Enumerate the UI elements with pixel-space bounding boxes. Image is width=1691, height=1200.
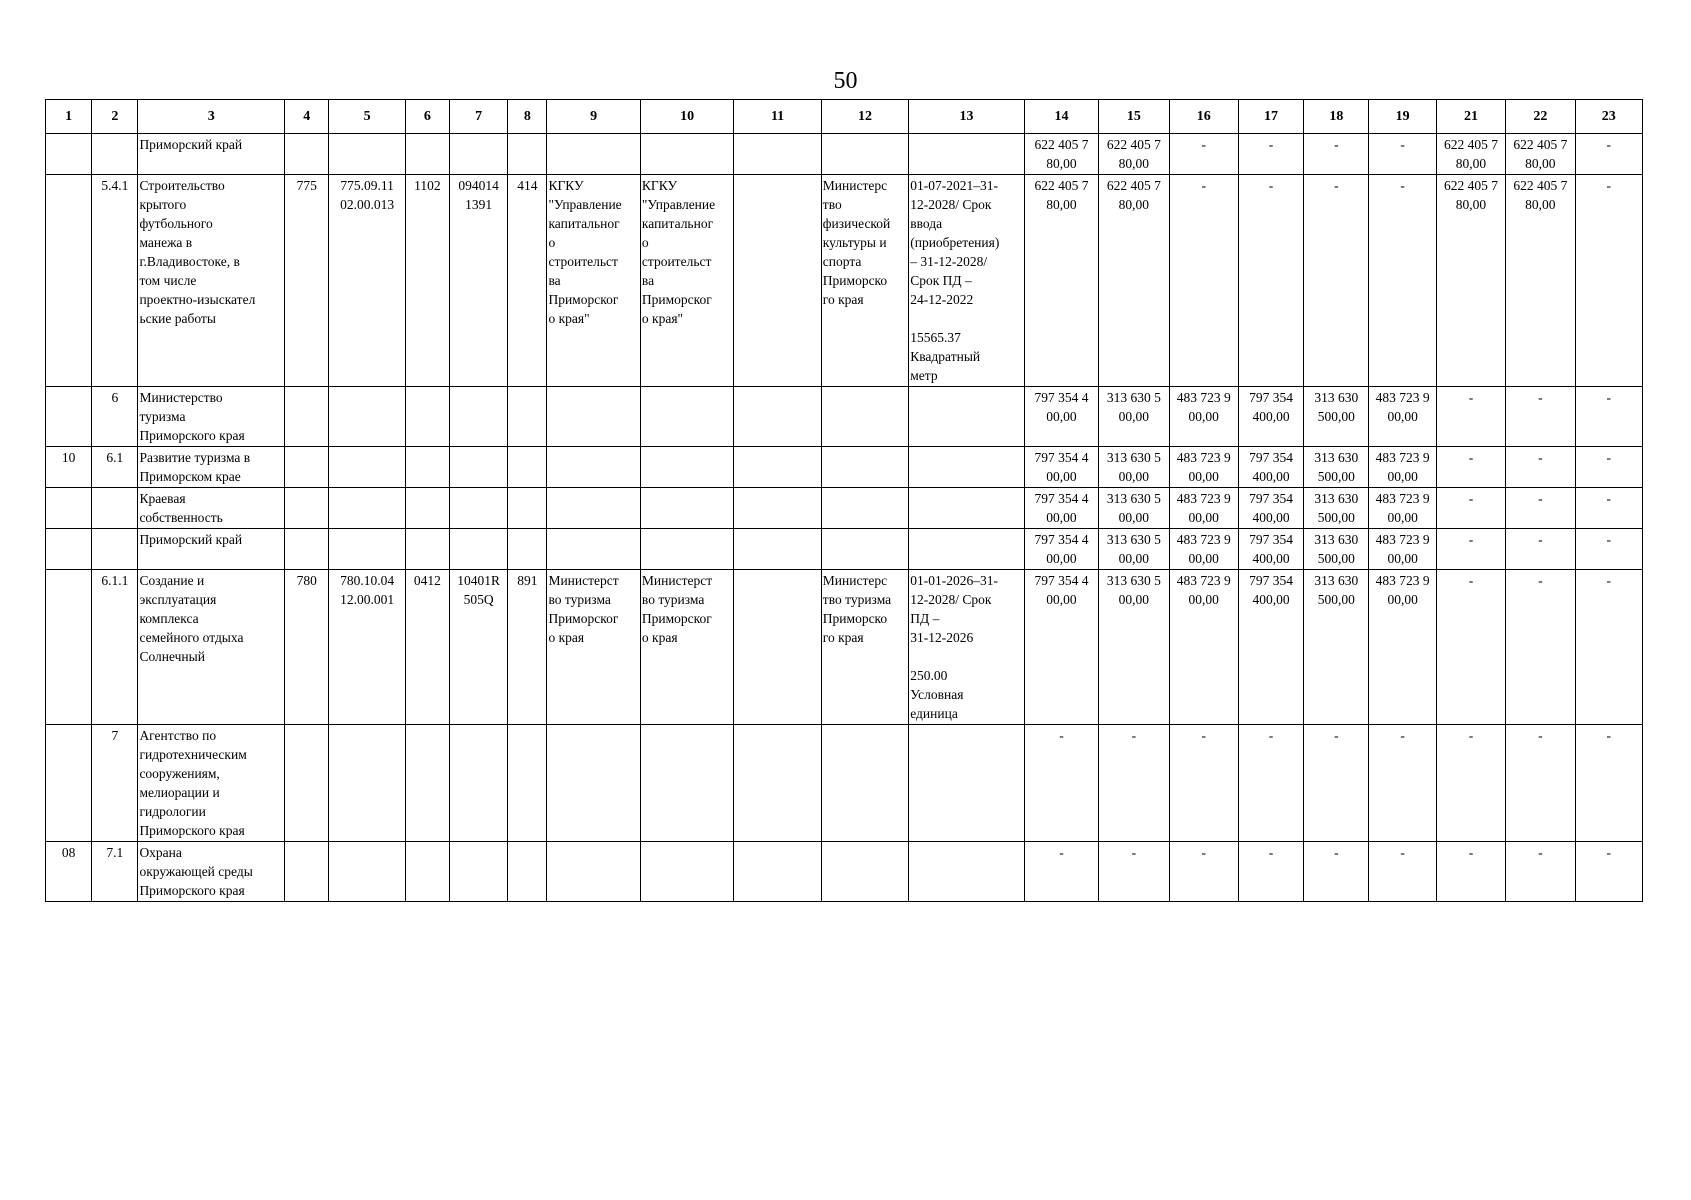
cell-col-8: 891 [508, 570, 547, 725]
cell-col-11 [734, 842, 821, 902]
cell-col-9 [547, 529, 640, 570]
column-header: 19 [1369, 100, 1436, 134]
cell-col-22: 622 405 7 80,00 [1506, 175, 1575, 387]
column-header: 1 [46, 100, 92, 134]
column-header: 12 [821, 100, 908, 134]
cell-col-22: - [1506, 387, 1575, 447]
cell-col-5 [329, 529, 405, 570]
cell-col-11 [734, 175, 821, 387]
cell-col-17: 797 354 400,00 [1238, 488, 1303, 529]
table-body [46, 134, 1643, 902]
cell-col-16: 483 723 9 00,00 [1169, 570, 1238, 725]
cell-col-15: 622 405 7 80,00 [1099, 134, 1169, 175]
cell-col-1 [46, 387, 92, 447]
cell-col-19: 483 723 9 00,00 [1369, 447, 1436, 488]
table-row [46, 447, 1643, 488]
cell-col-5: 780.10.04 12.00.001 [329, 570, 405, 725]
cell-col-1 [46, 529, 92, 570]
cell-col-5 [329, 387, 405, 447]
cell-col-13 [909, 842, 1025, 902]
cell-col-3: Агентство по гидротехническим сооружениям, мелиорации и гидрологии Приморского края [138, 725, 285, 842]
cell-col-17: 797 354 400,00 [1238, 529, 1303, 570]
cell-col-19: 483 723 9 00,00 [1369, 387, 1436, 447]
cell-col-12 [821, 725, 908, 842]
column-header: 4 [285, 100, 329, 134]
cell-col-21: - [1436, 725, 1505, 842]
column-header: 21 [1436, 100, 1505, 134]
cell-col-8 [508, 387, 547, 447]
cell-col-18: 313 630 500,00 [1304, 570, 1369, 725]
cell-col-9 [547, 387, 640, 447]
cell-col-2 [92, 134, 138, 175]
cell-col-11 [734, 725, 821, 842]
cell-col-11 [734, 387, 821, 447]
cell-col-14: 797 354 4 00,00 [1024, 447, 1098, 488]
cell-col-5: 775.09.11 02.00.013 [329, 175, 405, 387]
table-row [46, 488, 1643, 529]
cell-col-21: - [1436, 529, 1505, 570]
cell-col-10: КГКУ "Управление капитальног о строительст ва Приморског о края" [640, 175, 733, 387]
cell-col-4 [285, 447, 329, 488]
column-header: 17 [1238, 100, 1303, 134]
cell-col-19: 483 723 9 00,00 [1369, 570, 1436, 725]
cell-col-3: Приморский край [138, 529, 285, 570]
cell-col-22: - [1506, 570, 1575, 725]
cell-col-9 [547, 725, 640, 842]
cell-col-9: Министерст во туризма Приморског о края [547, 570, 640, 725]
cell-col-1 [46, 134, 92, 175]
cell-col-7 [449, 488, 507, 529]
column-header: 10 [640, 100, 733, 134]
cell-col-2: 6.1 [92, 447, 138, 488]
cell-col-10: Министерст во туризма Приморског о края [640, 570, 733, 725]
cell-col-14: 797 354 4 00,00 [1024, 387, 1098, 447]
cell-col-6 [405, 529, 449, 570]
cell-col-8 [508, 134, 547, 175]
cell-col-15: 313 630 5 00,00 [1099, 447, 1169, 488]
cell-col-18: 313 630 500,00 [1304, 488, 1369, 529]
cell-col-17: 797 354 400,00 [1238, 387, 1303, 447]
cell-col-19: 483 723 9 00,00 [1369, 529, 1436, 570]
cell-col-21: 622 405 7 80,00 [1436, 134, 1505, 175]
table-row [46, 842, 1643, 902]
cell-col-1: 08 [46, 842, 92, 902]
table-row [46, 529, 1643, 570]
cell-col-23: - [1575, 570, 1643, 725]
cell-col-14: 622 405 7 80,00 [1024, 175, 1098, 387]
cell-col-10 [640, 387, 733, 447]
cell-col-9 [547, 134, 640, 175]
cell-col-6: 1102 [405, 175, 449, 387]
cell-col-14: 797 354 4 00,00 [1024, 570, 1098, 725]
budget-table [45, 99, 1643, 902]
cell-col-17: - [1238, 725, 1303, 842]
table-row [46, 175, 1643, 387]
cell-col-12 [821, 134, 908, 175]
cell-col-18: - [1304, 725, 1369, 842]
cell-col-13 [909, 488, 1025, 529]
cell-col-13 [909, 387, 1025, 447]
cell-col-3: Приморский край [138, 134, 285, 175]
cell-col-17: 797 354 400,00 [1238, 447, 1303, 488]
cell-col-12 [821, 387, 908, 447]
cell-col-6 [405, 387, 449, 447]
cell-col-23: - [1575, 387, 1643, 447]
cell-col-5 [329, 842, 405, 902]
cell-col-21: - [1436, 488, 1505, 529]
cell-col-7 [449, 447, 507, 488]
cell-col-4 [285, 387, 329, 447]
cell-col-21: - [1436, 447, 1505, 488]
cell-col-10 [640, 447, 733, 488]
table-row [46, 387, 1643, 447]
cell-col-18: 313 630 500,00 [1304, 447, 1369, 488]
cell-col-2 [92, 529, 138, 570]
column-header: 22 [1506, 100, 1575, 134]
table-row [46, 570, 1643, 725]
column-header: 11 [734, 100, 821, 134]
cell-col-4 [285, 134, 329, 175]
cell-col-21: 622 405 7 80,00 [1436, 175, 1505, 387]
cell-col-18: - [1304, 134, 1369, 175]
cell-col-7 [449, 134, 507, 175]
cell-col-12 [821, 842, 908, 902]
cell-col-11 [734, 447, 821, 488]
cell-col-22: - [1506, 488, 1575, 529]
cell-col-15: 313 630 5 00,00 [1099, 387, 1169, 447]
column-header: 6 [405, 100, 449, 134]
cell-col-14: 797 354 4 00,00 [1024, 488, 1098, 529]
table-row [46, 725, 1643, 842]
cell-col-19: - [1369, 725, 1436, 842]
cell-col-6: 0412 [405, 570, 449, 725]
cell-col-9 [547, 842, 640, 902]
cell-col-4: 775 [285, 175, 329, 387]
cell-col-7 [449, 725, 507, 842]
column-number-header [46, 100, 1643, 134]
cell-col-15: 313 630 5 00,00 [1099, 488, 1169, 529]
cell-col-6 [405, 488, 449, 529]
cell-col-16: 483 723 9 00,00 [1169, 447, 1238, 488]
cell-col-21: - [1436, 387, 1505, 447]
cell-col-6 [405, 725, 449, 842]
cell-col-13: 01-07-2021–31- 12-2028/ Срок ввода (приобретения) – 31-12-2028/ Срок ПД – 24-12-2022 15565.37 Квадратный метр [909, 175, 1025, 387]
cell-col-16: 483 723 9 00,00 [1169, 488, 1238, 529]
page-number: 50 [833, 68, 858, 94]
cell-col-11 [734, 529, 821, 570]
cell-col-19: 483 723 9 00,00 [1369, 488, 1436, 529]
cell-col-7: 10401R 505Q [449, 570, 507, 725]
cell-col-5 [329, 488, 405, 529]
column-header: 7 [449, 100, 507, 134]
cell-col-8 [508, 488, 547, 529]
cell-col-3: Развитие туризма в Приморском крае [138, 447, 285, 488]
cell-col-2: 5.4.1 [92, 175, 138, 387]
cell-col-23: - [1575, 134, 1643, 175]
column-header: 14 [1024, 100, 1098, 134]
cell-col-4 [285, 842, 329, 902]
table-row [46, 134, 1643, 175]
cell-col-9 [547, 488, 640, 529]
cell-col-6 [405, 447, 449, 488]
cell-col-22: - [1506, 447, 1575, 488]
cell-col-23: - [1575, 529, 1643, 570]
cell-col-8 [508, 447, 547, 488]
cell-col-13: 01-01-2026–31- 12-2028/ Срок ПД – 31-12-2026 250.00 Условная единица [909, 570, 1025, 725]
cell-col-23: - [1575, 725, 1643, 842]
cell-col-4: 780 [285, 570, 329, 725]
cell-col-10 [640, 725, 733, 842]
cell-col-15: 313 630 5 00,00 [1099, 529, 1169, 570]
cell-col-21: - [1436, 842, 1505, 902]
cell-col-18: 313 630 500,00 [1304, 387, 1369, 447]
cell-col-5 [329, 447, 405, 488]
cell-col-1 [46, 725, 92, 842]
cell-col-1: 10 [46, 447, 92, 488]
cell-col-17: - [1238, 134, 1303, 175]
column-header: 13 [909, 100, 1025, 134]
cell-col-14: 622 405 7 80,00 [1024, 134, 1098, 175]
cell-col-23: - [1575, 842, 1643, 902]
column-header: 9 [547, 100, 640, 134]
cell-col-13 [909, 134, 1025, 175]
cell-col-12: Министерс тво туризма Приморско го края [821, 570, 908, 725]
cell-col-14: 797 354 4 00,00 [1024, 529, 1098, 570]
cell-col-2 [92, 488, 138, 529]
column-header: 16 [1169, 100, 1238, 134]
column-header: 15 [1099, 100, 1169, 134]
cell-col-12 [821, 488, 908, 529]
cell-col-12 [821, 529, 908, 570]
cell-col-19: - [1369, 842, 1436, 902]
cell-col-4 [285, 725, 329, 842]
column-header: 5 [329, 100, 405, 134]
cell-col-10 [640, 488, 733, 529]
cell-col-14: - [1024, 725, 1098, 842]
cell-col-15: - [1099, 725, 1169, 842]
cell-col-8: 414 [508, 175, 547, 387]
cell-col-22: 622 405 7 80,00 [1506, 134, 1575, 175]
cell-col-17: - [1238, 175, 1303, 387]
cell-col-7: 094014 1391 [449, 175, 507, 387]
cell-col-16: 483 723 9 00,00 [1169, 529, 1238, 570]
column-header: 23 [1575, 100, 1643, 134]
cell-col-9 [547, 447, 640, 488]
cell-col-16: - [1169, 725, 1238, 842]
cell-col-1 [46, 175, 92, 387]
cell-col-13 [909, 529, 1025, 570]
cell-col-18: 313 630 500,00 [1304, 529, 1369, 570]
cell-col-3: Охрана окружающей среды Приморского края [138, 842, 285, 902]
cell-col-15: 622 405 7 80,00 [1099, 175, 1169, 387]
cell-col-15: 313 630 5 00,00 [1099, 570, 1169, 725]
cell-col-12 [821, 447, 908, 488]
cell-col-8 [508, 842, 547, 902]
cell-col-2: 7.1 [92, 842, 138, 902]
cell-col-17: - [1238, 842, 1303, 902]
cell-col-16: - [1169, 175, 1238, 387]
cell-col-9: КГКУ "Управление капитальног о строительст ва Приморског о края" [547, 175, 640, 387]
cell-col-3: Строительство крытого футбольного манежа в г.Владивостоке, в том числе проектно-изыскател ьские работы [138, 175, 285, 387]
cell-col-6 [405, 134, 449, 175]
column-header: 18 [1304, 100, 1369, 134]
cell-col-2: 6.1.1 [92, 570, 138, 725]
cell-col-11 [734, 488, 821, 529]
cell-col-12: Министерс тво физической культуры и спорта Приморско го края [821, 175, 908, 387]
column-header: 3 [138, 100, 285, 134]
cell-col-23: - [1575, 488, 1643, 529]
cell-col-4 [285, 529, 329, 570]
cell-col-10 [640, 529, 733, 570]
cell-col-22: - [1506, 725, 1575, 842]
cell-col-7 [449, 842, 507, 902]
cell-col-15: - [1099, 842, 1169, 902]
cell-col-6 [405, 842, 449, 902]
cell-col-7 [449, 387, 507, 447]
cell-col-23: - [1575, 447, 1643, 488]
cell-col-3: Краевая собственность [138, 488, 285, 529]
cell-col-19: - [1369, 134, 1436, 175]
cell-col-1 [46, 488, 92, 529]
cell-col-18: - [1304, 175, 1369, 387]
cell-col-22: - [1506, 842, 1575, 902]
cell-col-16: 483 723 9 00,00 [1169, 387, 1238, 447]
cell-col-21: - [1436, 570, 1505, 725]
cell-col-4 [285, 488, 329, 529]
cell-col-5 [329, 134, 405, 175]
cell-col-22: - [1506, 529, 1575, 570]
cell-col-7 [449, 529, 507, 570]
cell-col-23: - [1575, 175, 1643, 387]
cell-col-11 [734, 570, 821, 725]
cell-col-8 [508, 725, 547, 842]
cell-col-16: - [1169, 842, 1238, 902]
cell-col-11 [734, 134, 821, 175]
cell-col-19: - [1369, 175, 1436, 387]
cell-col-13 [909, 447, 1025, 488]
cell-col-2: 6 [92, 387, 138, 447]
cell-col-3: Создание и эксплуатация комплекса семейного отдыха Солнечный [138, 570, 285, 725]
cell-col-1 [46, 570, 92, 725]
cell-col-2: 7 [92, 725, 138, 842]
cell-col-10 [640, 134, 733, 175]
cell-col-14: - [1024, 842, 1098, 902]
cell-col-13 [909, 725, 1025, 842]
cell-col-17: 797 354 400,00 [1238, 570, 1303, 725]
cell-col-16: - [1169, 134, 1238, 175]
column-header: 8 [508, 100, 547, 134]
cell-col-8 [508, 529, 547, 570]
cell-col-5 [329, 725, 405, 842]
cell-col-18: - [1304, 842, 1369, 902]
cell-col-10 [640, 842, 733, 902]
column-header: 2 [92, 100, 138, 134]
cell-col-3: Министерство туризма Приморского края [138, 387, 285, 447]
